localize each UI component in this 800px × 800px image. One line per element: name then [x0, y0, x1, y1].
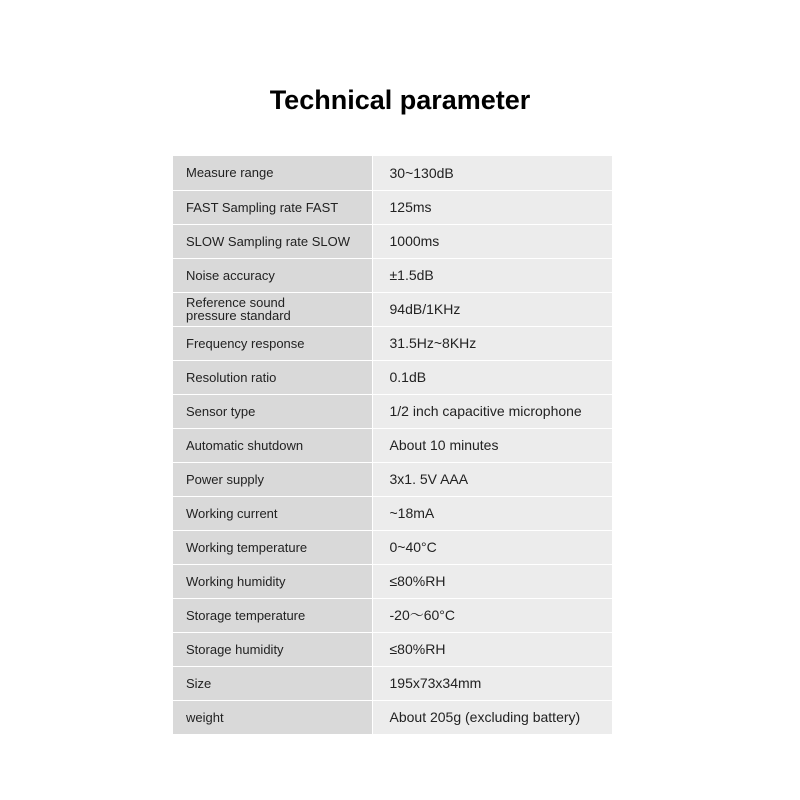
table-row [173, 530, 612, 564]
table-row [173, 326, 612, 360]
row-value-cell [372, 156, 612, 190]
row-label-cell [173, 224, 372, 258]
table-row [173, 258, 612, 292]
row-label-cell [173, 530, 372, 564]
row-value: 30~130dB [389, 164, 454, 181]
table-row [173, 224, 612, 258]
table-row [173, 360, 612, 394]
table-row [173, 190, 612, 224]
table-row [173, 292, 612, 326]
row-value: ≤80%RH [389, 641, 446, 657]
table-row [173, 394, 612, 428]
row-value-cell [372, 462, 612, 496]
table-row [173, 462, 612, 496]
row-label: Storage temperature [186, 607, 306, 623]
row-label: Measure range [186, 165, 274, 181]
row-value-cell [372, 666, 612, 700]
row-label: weight [186, 709, 224, 725]
row-label-cell [173, 156, 372, 190]
page-title: Technical parameter [269, 85, 531, 115]
row-value-cell [372, 394, 612, 428]
row-label-cell [173, 394, 372, 428]
row-label-cell [173, 666, 372, 700]
table-row [173, 632, 612, 666]
row-value-cell [372, 360, 612, 394]
row-value-cell [372, 428, 612, 462]
row-label-cell [173, 462, 372, 496]
row-label: Automatic shutdown [186, 437, 304, 453]
row-value: ≤80%RH [389, 573, 446, 589]
row-label: Sensor type [186, 403, 256, 419]
row-label: Resolution ratio [186, 369, 277, 385]
row-label: Working humidity [186, 573, 286, 589]
row-value-cell [372, 598, 612, 632]
row-label-cell [173, 258, 372, 292]
row-label-cell [173, 496, 372, 530]
row-value: ~18mA [389, 505, 435, 521]
row-value: 31.5Hz~8KHz [389, 335, 477, 351]
table-row [173, 496, 612, 530]
row-value: 0.1dB [389, 369, 427, 385]
row-value: 3x1. 5V AAA [389, 471, 469, 487]
row-label-cell [173, 700, 372, 734]
row-value-cell [372, 496, 612, 530]
row-label: FAST Sampling rate FAST [186, 199, 339, 215]
row-value-cell [372, 190, 612, 224]
row-value: 125ms [389, 199, 432, 215]
spec-table-body [173, 156, 612, 734]
row-label: Storage humidity [186, 641, 284, 657]
row-value: About 205g (excluding battery) [389, 709, 581, 726]
row-label: Power supply [186, 471, 265, 487]
row-value-cell [372, 632, 612, 666]
row-label: Frequency response [186, 335, 305, 351]
table-row [173, 700, 612, 734]
row-value-cell [372, 326, 612, 360]
row-value: 1/2 inch capacitive microphone [389, 403, 582, 419]
row-label: Reference sound pressure standard [186, 295, 291, 323]
row-label-cell [173, 292, 372, 326]
row-label-cell [173, 632, 372, 666]
row-label-cell [173, 326, 372, 360]
row-label-cell [173, 360, 372, 394]
row-value: 94dB/1KHz [389, 301, 461, 317]
row-value-cell [372, 258, 612, 292]
row-value: 195x73x34mm [389, 675, 482, 691]
table-row [173, 666, 612, 700]
row-value-cell [372, 292, 612, 326]
row-value: 1000ms [389, 233, 440, 249]
row-label-cell [173, 428, 372, 462]
row-label: Working temperature [186, 539, 308, 555]
table-row [173, 428, 612, 462]
row-value-cell [372, 224, 612, 258]
row-value: -20〜60°C [389, 607, 456, 623]
table-row [173, 156, 612, 190]
row-value-cell [372, 564, 612, 598]
row-label: Noise accuracy [186, 267, 275, 283]
row-label: Size [186, 675, 212, 691]
row-value: 0~40°C [389, 539, 437, 555]
table-row [173, 564, 612, 598]
row-label-cell [173, 598, 372, 632]
table-row [173, 598, 612, 632]
row-label: SLOW Sampling rate SLOW [186, 233, 350, 249]
row-value: About 10 minutes [389, 437, 499, 453]
row-label-cell [173, 564, 372, 598]
row-value-cell [372, 530, 612, 564]
spec-table [173, 156, 612, 734]
row-label: Working current [186, 505, 278, 521]
row-value: ±1.5dB [389, 267, 434, 283]
row-label-cell [173, 190, 372, 224]
row-value-cell [372, 700, 612, 734]
